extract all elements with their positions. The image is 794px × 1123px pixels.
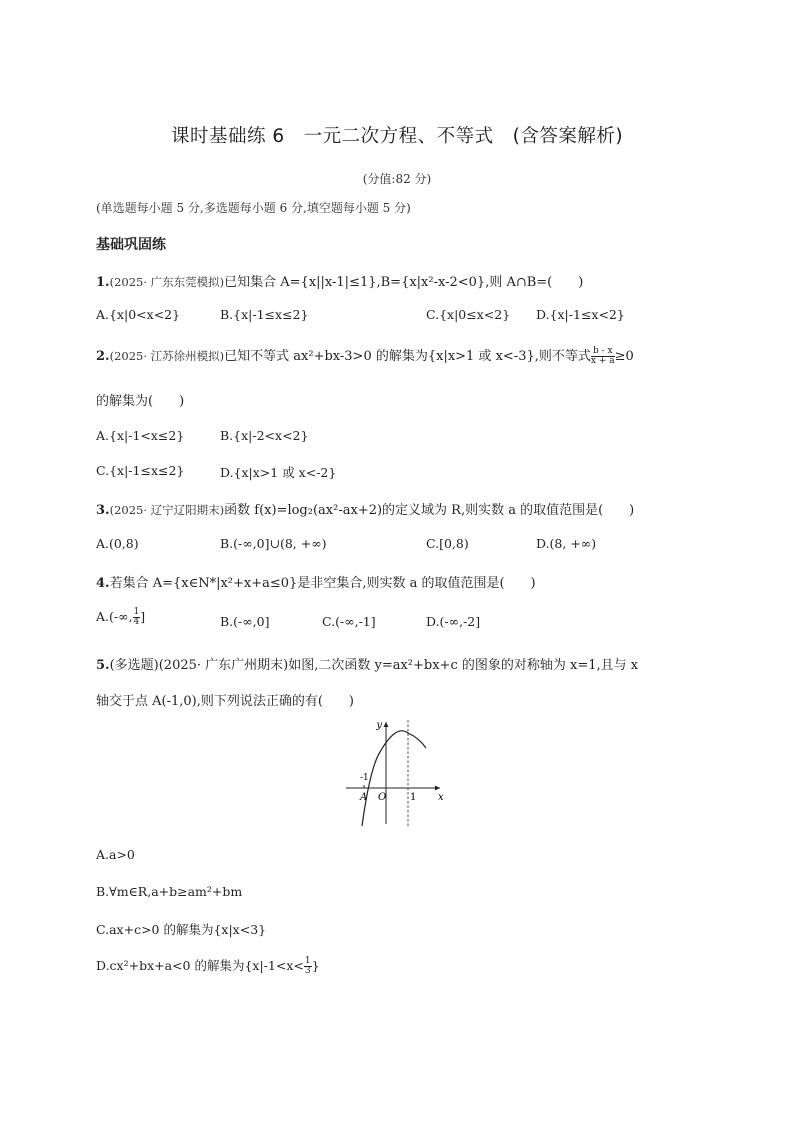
question-5: [96, 654, 638, 673]
q1-option-b: B.{x|-1≤x≤2}: [220, 307, 309, 322]
question-text: (多选题)(2025· 广东广州期末)如图,二次函数 y=ax²+bx+c 的图象的对称轴为 x=1,且与 x: [109, 658, 639, 673]
one-label: 1: [410, 792, 417, 803]
question-text: 若集合 A={x∈N*|x²+x+a≤0}是非空集合,则实数 a 的取值范围是( ): [109, 576, 536, 591]
question-text: 已知不等式 ax²+bx-3>0 的解集为{x|x>1 或 x<-3},则不等式: [224, 349, 591, 364]
q5-option-c: C.ax+c>0 的解集为{x|x<3}: [96, 922, 267, 937]
y-axis-arrow: [384, 722, 389, 727]
q5-option-b: B.∀m∈R,a+b≥am²+bm: [96, 884, 243, 899]
q2-option-c: C.{x|-1≤x≤2}: [96, 463, 185, 478]
question-2: 2.(2025· 江苏徐州模拟)已知不等式 ax²+bx-3>0 的解集为{x|x>1 或 x<-3},则不等式 $\frac{b - x}{x + a}$ ≥0: [96, 346, 634, 366]
y-label: y: [376, 720, 382, 731]
question-4: [96, 572, 536, 591]
question-text: 函数 f(x)=log₂(ax²-ax+2)的定义域为 R,则实数 a 的取值范围是( ): [224, 503, 635, 518]
section-title: 基础巩固练: [96, 237, 166, 253]
x-label: x: [438, 792, 444, 803]
question-1: [96, 271, 583, 290]
question-number: 1.: [96, 275, 110, 290]
origin-label: O: [378, 792, 387, 803]
page-title: 课时基础练 6 一元二次方程、不等式 (含答案解析): [170, 126, 624, 147]
question-source: (2025· 江苏徐州模拟): [109, 349, 225, 363]
q2-option-b: B.{x|-2<x<2}: [220, 428, 309, 443]
parabola-figure: [340, 716, 460, 828]
question-source: (2025· 广东东莞模拟): [109, 275, 225, 289]
q4-option-a: A.(-∞, $\frac{1}{4}$ ]: [96, 607, 146, 627]
q1-option-c: C.{x|0≤x<2}: [426, 307, 511, 322]
fraction: $\frac{1}{4}$: [133, 607, 140, 627]
point-a-label: A: [360, 792, 368, 803]
q4-option-d: D.(-∞,-2]: [426, 614, 481, 629]
q5-option-d: D.cx²+bx+a<0 的解集为{x|-1<x< $\frac{1}{3}$ }: [96, 956, 320, 976]
q4-option-c: C.(-∞,-1]: [322, 614, 376, 629]
q5-option-a: A.a>0: [96, 847, 135, 862]
fraction: $\frac{b - x}{x + a}$: [590, 346, 615, 366]
q3-option-b: B.(-∞,0]∪(8, +∞): [220, 536, 327, 551]
question-5-continued: 轴交于点 A(-1,0),则下列说法正确的有( ): [96, 694, 355, 709]
q1-option-d: D.{x|-1≤x<2}: [536, 307, 625, 322]
q3-option-d: D.(8, +∞): [536, 536, 597, 551]
q1-option-a: A.{x|0<x<2}: [96, 307, 181, 322]
parabola-curve: [362, 731, 426, 826]
question-number: 2.: [96, 349, 110, 364]
question-text: 已知集合 A={x||x-1|≤1},B={x|x²-x-2<0},则 A∩B=( ): [224, 275, 584, 290]
question-number: 4.: [96, 576, 110, 591]
fraction: $\frac{1}{3}$: [304, 956, 311, 976]
score-note: (分值:82 分): [362, 172, 432, 186]
neg-one-label: -1: [360, 773, 369, 783]
question-source: (2025· 辽宁辽阳期末): [109, 503, 225, 517]
scoring-rules: (单选题每小题 5 分,多选题每小题 6 分,填空题每小题 5 分): [96, 201, 411, 215]
q2-option-a: A.{x|-1<x≤2}: [96, 428, 185, 443]
x-axis-arrow: [435, 786, 440, 791]
q3-option-c: C.[0,8): [426, 536, 469, 551]
question-number: 5.: [96, 658, 110, 673]
q2-option-d: D.{x|x>1 或 x<-2}: [220, 465, 337, 480]
q3-option-a: A.(0,8): [96, 536, 139, 551]
q4-option-b: B.(-∞,0]: [220, 614, 270, 629]
question-number: 3.: [96, 503, 110, 518]
question-3: [96, 499, 634, 518]
question-2-continued: 的解集为( ): [96, 394, 185, 409]
